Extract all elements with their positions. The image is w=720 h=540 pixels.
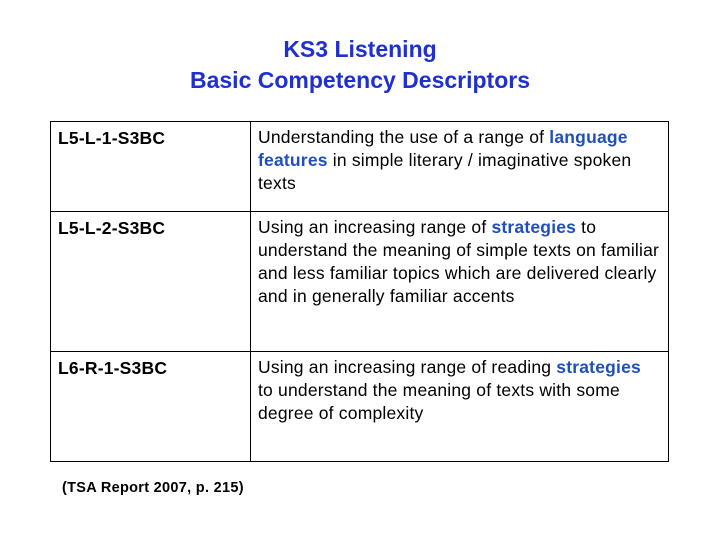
title-line-1: KS3 Listening xyxy=(283,36,437,62)
descriptor-code: L5-L-2-S3BC xyxy=(51,212,251,352)
descriptor-keyword: strategies xyxy=(556,357,641,377)
descriptor-text-part: in simple literary / imaginative spoken texts xyxy=(258,150,632,193)
descriptor-text-part: Understanding the use of a range of xyxy=(258,127,550,147)
table-row xyxy=(51,212,669,352)
descriptor-text-part: Using an increasing range of xyxy=(258,217,492,237)
descriptor-text xyxy=(251,212,669,352)
descriptor-text xyxy=(251,352,669,462)
source-citation: (TSA Report 2007, p. 215) xyxy=(62,480,244,496)
table-row xyxy=(51,352,669,462)
descriptor-code: L6-R-1-S3BC xyxy=(51,352,251,462)
descriptor-keyword: strategies xyxy=(491,217,577,237)
descriptor-text-part: to understand the meaning of simple texts on familiar and less familiar topics which are delivered clearly and in generally familiar accents xyxy=(258,217,660,306)
table-row xyxy=(51,122,669,212)
title-line-2: Basic Competency Descriptors xyxy=(189,67,530,93)
descriptor-text-part: Using an increasing range of reading xyxy=(258,357,557,377)
page-title xyxy=(0,34,720,96)
descriptor-text xyxy=(251,122,669,212)
descriptor-code: L5-L-1-S3BC xyxy=(51,122,251,212)
descriptor-text-part: to understand the meaning of texts with some degree of complexity xyxy=(258,380,620,423)
descriptor-keyword: language features xyxy=(258,127,628,170)
descriptor-table xyxy=(50,121,669,462)
